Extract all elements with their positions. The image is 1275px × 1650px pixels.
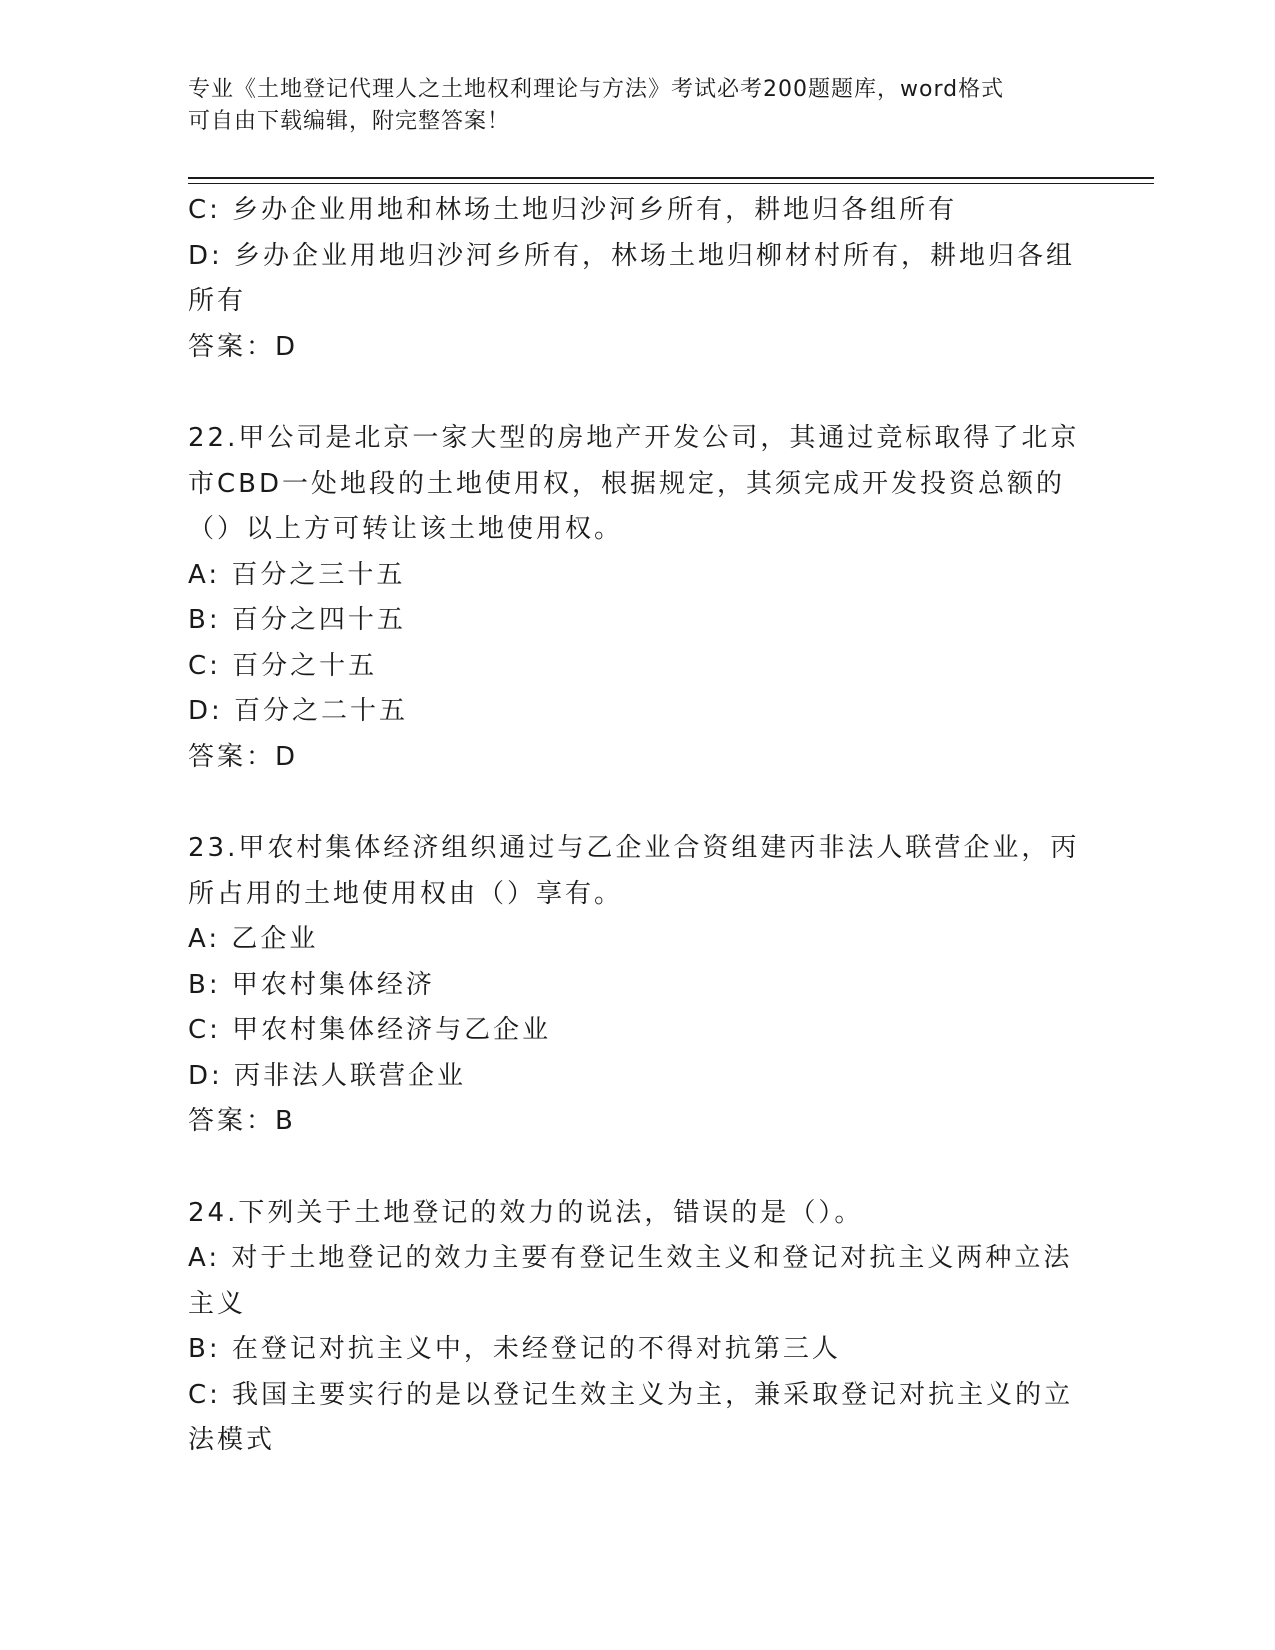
option-d: D: 乡办企业用地归沙河乡所有，林场土地归柳材村所有，耕地归各组 [188, 240, 1076, 271]
question-stem-continued: （）以上方可转让该土地使用权。 [188, 514, 624, 544]
question-stem-continued: 所占用的土地使用权由（）享有。 [188, 878, 624, 909]
option-c-continued: 法模式 [188, 1425, 276, 1455]
option-c: C: 百分之十五 [188, 650, 378, 681]
option-a: A: 乙企业 [188, 924, 319, 954]
header-divider-thin [188, 183, 1154, 184]
document-body [188, 188, 1088, 1464]
option-a-continued: 主义 [188, 1288, 247, 1319]
question-stem: 23.甲农村集体经济组织通过与乙企业合资组建丙非法人联营企业，丙 [188, 833, 1080, 863]
option-c: C: 我国主要实行的是以登记生效主义为主，兼采取登记对抗主义的立 [188, 1379, 1074, 1410]
question-stem: 24.下列关于土地登记的效力的说法，错误的是（）。 [188, 1197, 864, 1228]
option-c: C: 乡办企业用地和林场土地归沙河乡所有，耕地归各组所有 [188, 195, 958, 225]
answer: 答案：D [188, 741, 299, 772]
option-a: A: 百分之三十五 [188, 559, 406, 590]
header-line-1: 专业《土地登记代理人之土地权利理论与方法》考试必考200题题库，word格式 [188, 77, 1005, 102]
option-d: D: 百分之二十五 [188, 696, 409, 726]
option-a: A: 对于土地登记的效力主要有登记生效主义和登记对抗主义两种立法 [188, 1243, 1073, 1273]
header-divider-thick [188, 177, 1154, 179]
answer: 答案：D [188, 331, 299, 362]
option-b: B: 甲农村集体经济 [188, 969, 435, 1000]
option-d: D: 丙非法人联营企业 [188, 1060, 467, 1091]
question-21-continued [188, 188, 1088, 370]
question-23 [188, 826, 1088, 1145]
answer: 答案：B [188, 1106, 296, 1136]
question-22 [188, 416, 1088, 780]
question-24 [188, 1191, 1088, 1464]
option-b: B: 在登记对抗主义中，未经登记的不得对抗第三人 [188, 1334, 841, 1364]
document-header [188, 74, 1088, 138]
question-stem-continued: 市CBD一处地段的土地使用权，根据规定，其须完成开发投资总额的 [188, 468, 1066, 499]
header-line-2: 可自由下载编辑，附完整答案！ [188, 109, 511, 134]
option-c: C: 甲农村集体经济与乙企业 [188, 1015, 552, 1045]
option-d-continued: 所有 [188, 286, 247, 316]
option-b: B: 百分之四十五 [188, 605, 406, 635]
question-stem: 22.甲公司是北京一家大型的房地产开发公司，其通过竞标取得了北京 [188, 423, 1080, 453]
